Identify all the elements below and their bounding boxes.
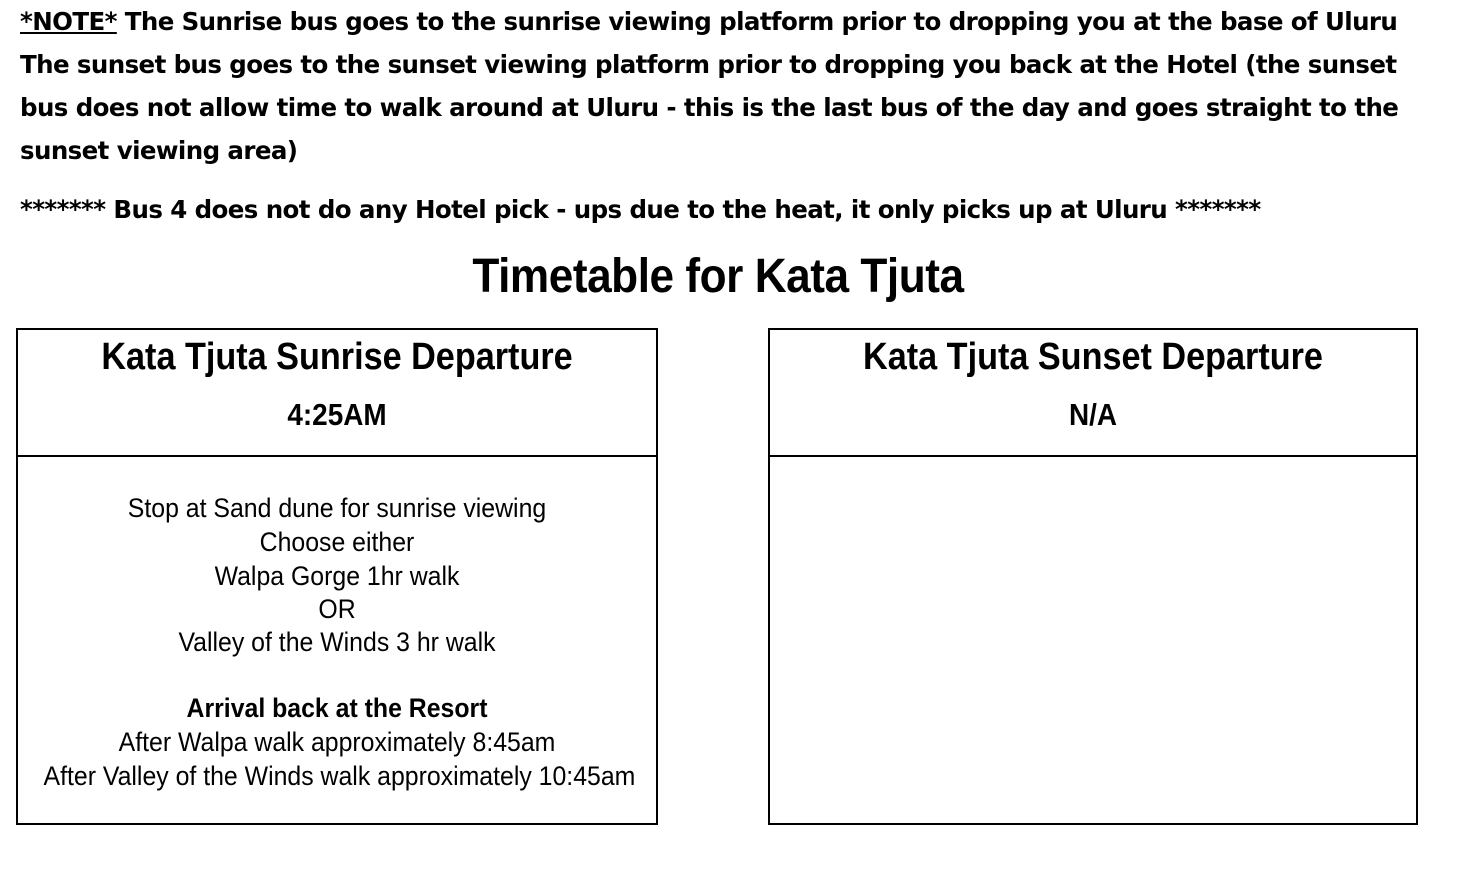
arrival-line: After Walpa walk approximately 8:45am <box>118 727 556 757</box>
detail-line: Valley of the Winds 3 hr walk <box>178 627 496 657</box>
arrival-heading: Arrival back at the Resort <box>186 693 488 723</box>
sunset-panel <box>768 328 1418 825</box>
detail-line: OR <box>318 594 356 624</box>
page-title: Timetable for Kata Tjuta <box>472 250 964 303</box>
detail-line: Choose either <box>259 527 415 557</box>
sunrise-note-text: The Sunrise bus goes to the sunrise viewing platform prior to dropping you at the base of Uluru <box>116 7 1398 36</box>
sunset-note: The sunset bus goes to the sunset viewing platform prior to dropping you back at the Hotel (the sunset bus does not allow time to walk around at Uluru - this is the last bus of the day and goes straight to the sunset viewing area) <box>20 50 1399 165</box>
detail-line: Stop at Sand dune for sunrise viewing <box>127 493 547 523</box>
bus4-note: ******* Bus 4 does not do any Hotel pick - ups due to the heat, it only picks up at Uluru ******* <box>20 195 1261 224</box>
sunset-panel-header <box>770 330 1416 457</box>
sunset-panel-title: Kata Tjuta Sunset Departure <box>863 336 1323 378</box>
note-prefix: *NOTE* <box>20 7 117 36</box>
sunset-panel-body <box>770 457 1416 491</box>
sunrise-panel-body <box>18 457 656 793</box>
spacer <box>18 659 656 691</box>
arrival-line: After Valley of the Winds walk approximately 10:45am <box>43 761 636 791</box>
sunrise-panel <box>16 328 658 825</box>
sunrise-departure-time: 4:25AM <box>287 397 387 432</box>
sunset-departure-time: N/A <box>1068 397 1118 432</box>
sunrise-panel-title: Kata Tjuta Sunrise Departure <box>101 336 573 378</box>
notes-section <box>20 0 1440 231</box>
sunrise-panel-header <box>18 330 656 457</box>
detail-line: Walpa Gorge 1hr walk <box>214 561 460 591</box>
sunrise-note <box>20 0 1440 43</box>
